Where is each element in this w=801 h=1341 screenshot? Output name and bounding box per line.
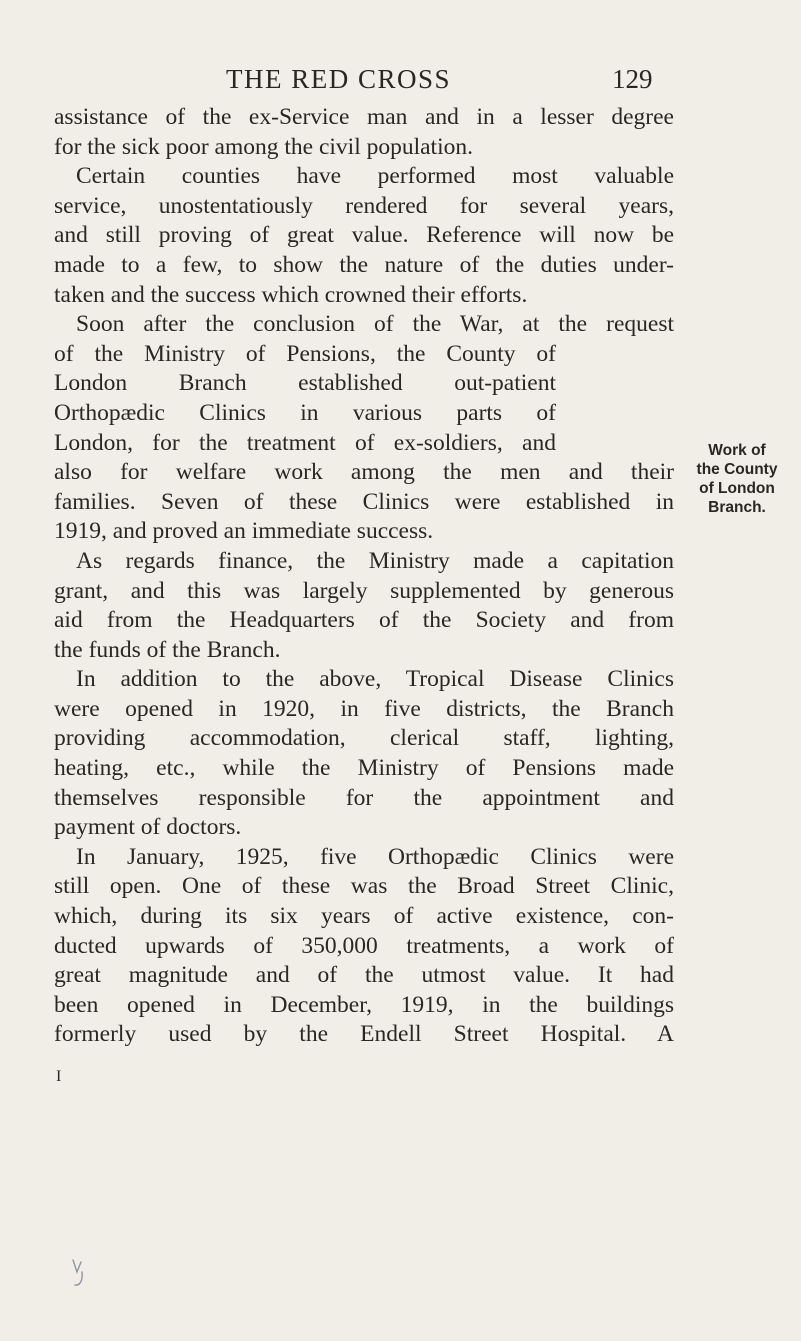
text-line: Soon after the conclusion of the War, at the request <box>76 311 674 338</box>
text-line: themselves responsible for the appointment and <box>54 784 674 811</box>
text-line: heating, etc., while the Ministry of Pensions made <box>54 755 674 782</box>
text-line: formerly used by the Endell Street Hospital. A <box>54 1021 674 1048</box>
page-number: 129 <box>612 64 653 94</box>
text-line: service, unostentatiously rendered for several years, <box>54 192 674 219</box>
text-line: In addition to the above, Tropical Disease Clinics <box>76 666 674 693</box>
marginal-note-line: Work of <box>708 442 766 459</box>
text-line: were opened in 1920, in five districts, the Branch <box>54 695 674 722</box>
text-line: also for welfare work among the men and their <box>54 459 674 486</box>
text-line: of the Ministry of Pensions, the County of <box>54 340 556 367</box>
text-line: grant, and this was largely supplemented by generous <box>54 577 674 604</box>
text-line: Orthopædic Clinics in various parts of <box>54 399 556 426</box>
text-line: ducted upwards of 350,000 treatments, a work of <box>54 932 674 959</box>
text-line: which, during its six years of active existence, con- <box>54 903 674 930</box>
text-line: London Branch established out-patient <box>54 370 556 397</box>
running-title: THE RED CROSS <box>226 64 452 94</box>
text-line: 1919, and proved an immediate success. <box>54 518 434 545</box>
text-line: Certain counties have performed most valuable <box>76 163 674 190</box>
signature-mark: I <box>56 1068 62 1085</box>
running-head <box>0 62 801 96</box>
text-line: made to a few, to show the nature of the duties under- <box>54 251 674 278</box>
marginal-note <box>687 441 787 517</box>
text-line: the funds of the Branch. <box>54 636 281 663</box>
text-line: for the sick poor among the civil population. <box>54 133 473 160</box>
text-line: been opened in December, 1919, in the buildings <box>54 991 674 1018</box>
text-line: and still proving of great value. Reference will now be <box>54 222 674 249</box>
text-line: aid from the Headquarters of the Society and from <box>54 607 674 634</box>
text-line: payment of doctors. <box>54 814 242 841</box>
text-line: taken and the success which crowned their efforts. <box>54 281 528 308</box>
text-line: London, for the treatment of ex-soldiers, and <box>54 429 556 456</box>
body-text <box>54 103 674 1050</box>
text-line: providing accommodation, clerical staff, lighting, <box>54 725 674 752</box>
text-line: families. Seven of these Clinics were established in <box>54 488 674 515</box>
text-line: great magnitude and of the utmost value. It had <box>54 962 674 989</box>
marginal-note-line: of London <box>699 480 775 497</box>
text-line: In January, 1925, five Orthopædic Clinics were <box>76 843 674 870</box>
marginal-note-line: the County <box>696 461 778 478</box>
marginal-note-line: Branch. <box>708 499 766 516</box>
text-line: assistance of the ex-Service man and in a lesser degree <box>54 104 674 130</box>
text-line: As regards finance, the Ministry made a capitation <box>76 547 674 574</box>
text-line: still open. One of these was the Broad Street Clinic, <box>54 873 674 900</box>
stray-pencil-mark <box>70 1258 86 1288</box>
